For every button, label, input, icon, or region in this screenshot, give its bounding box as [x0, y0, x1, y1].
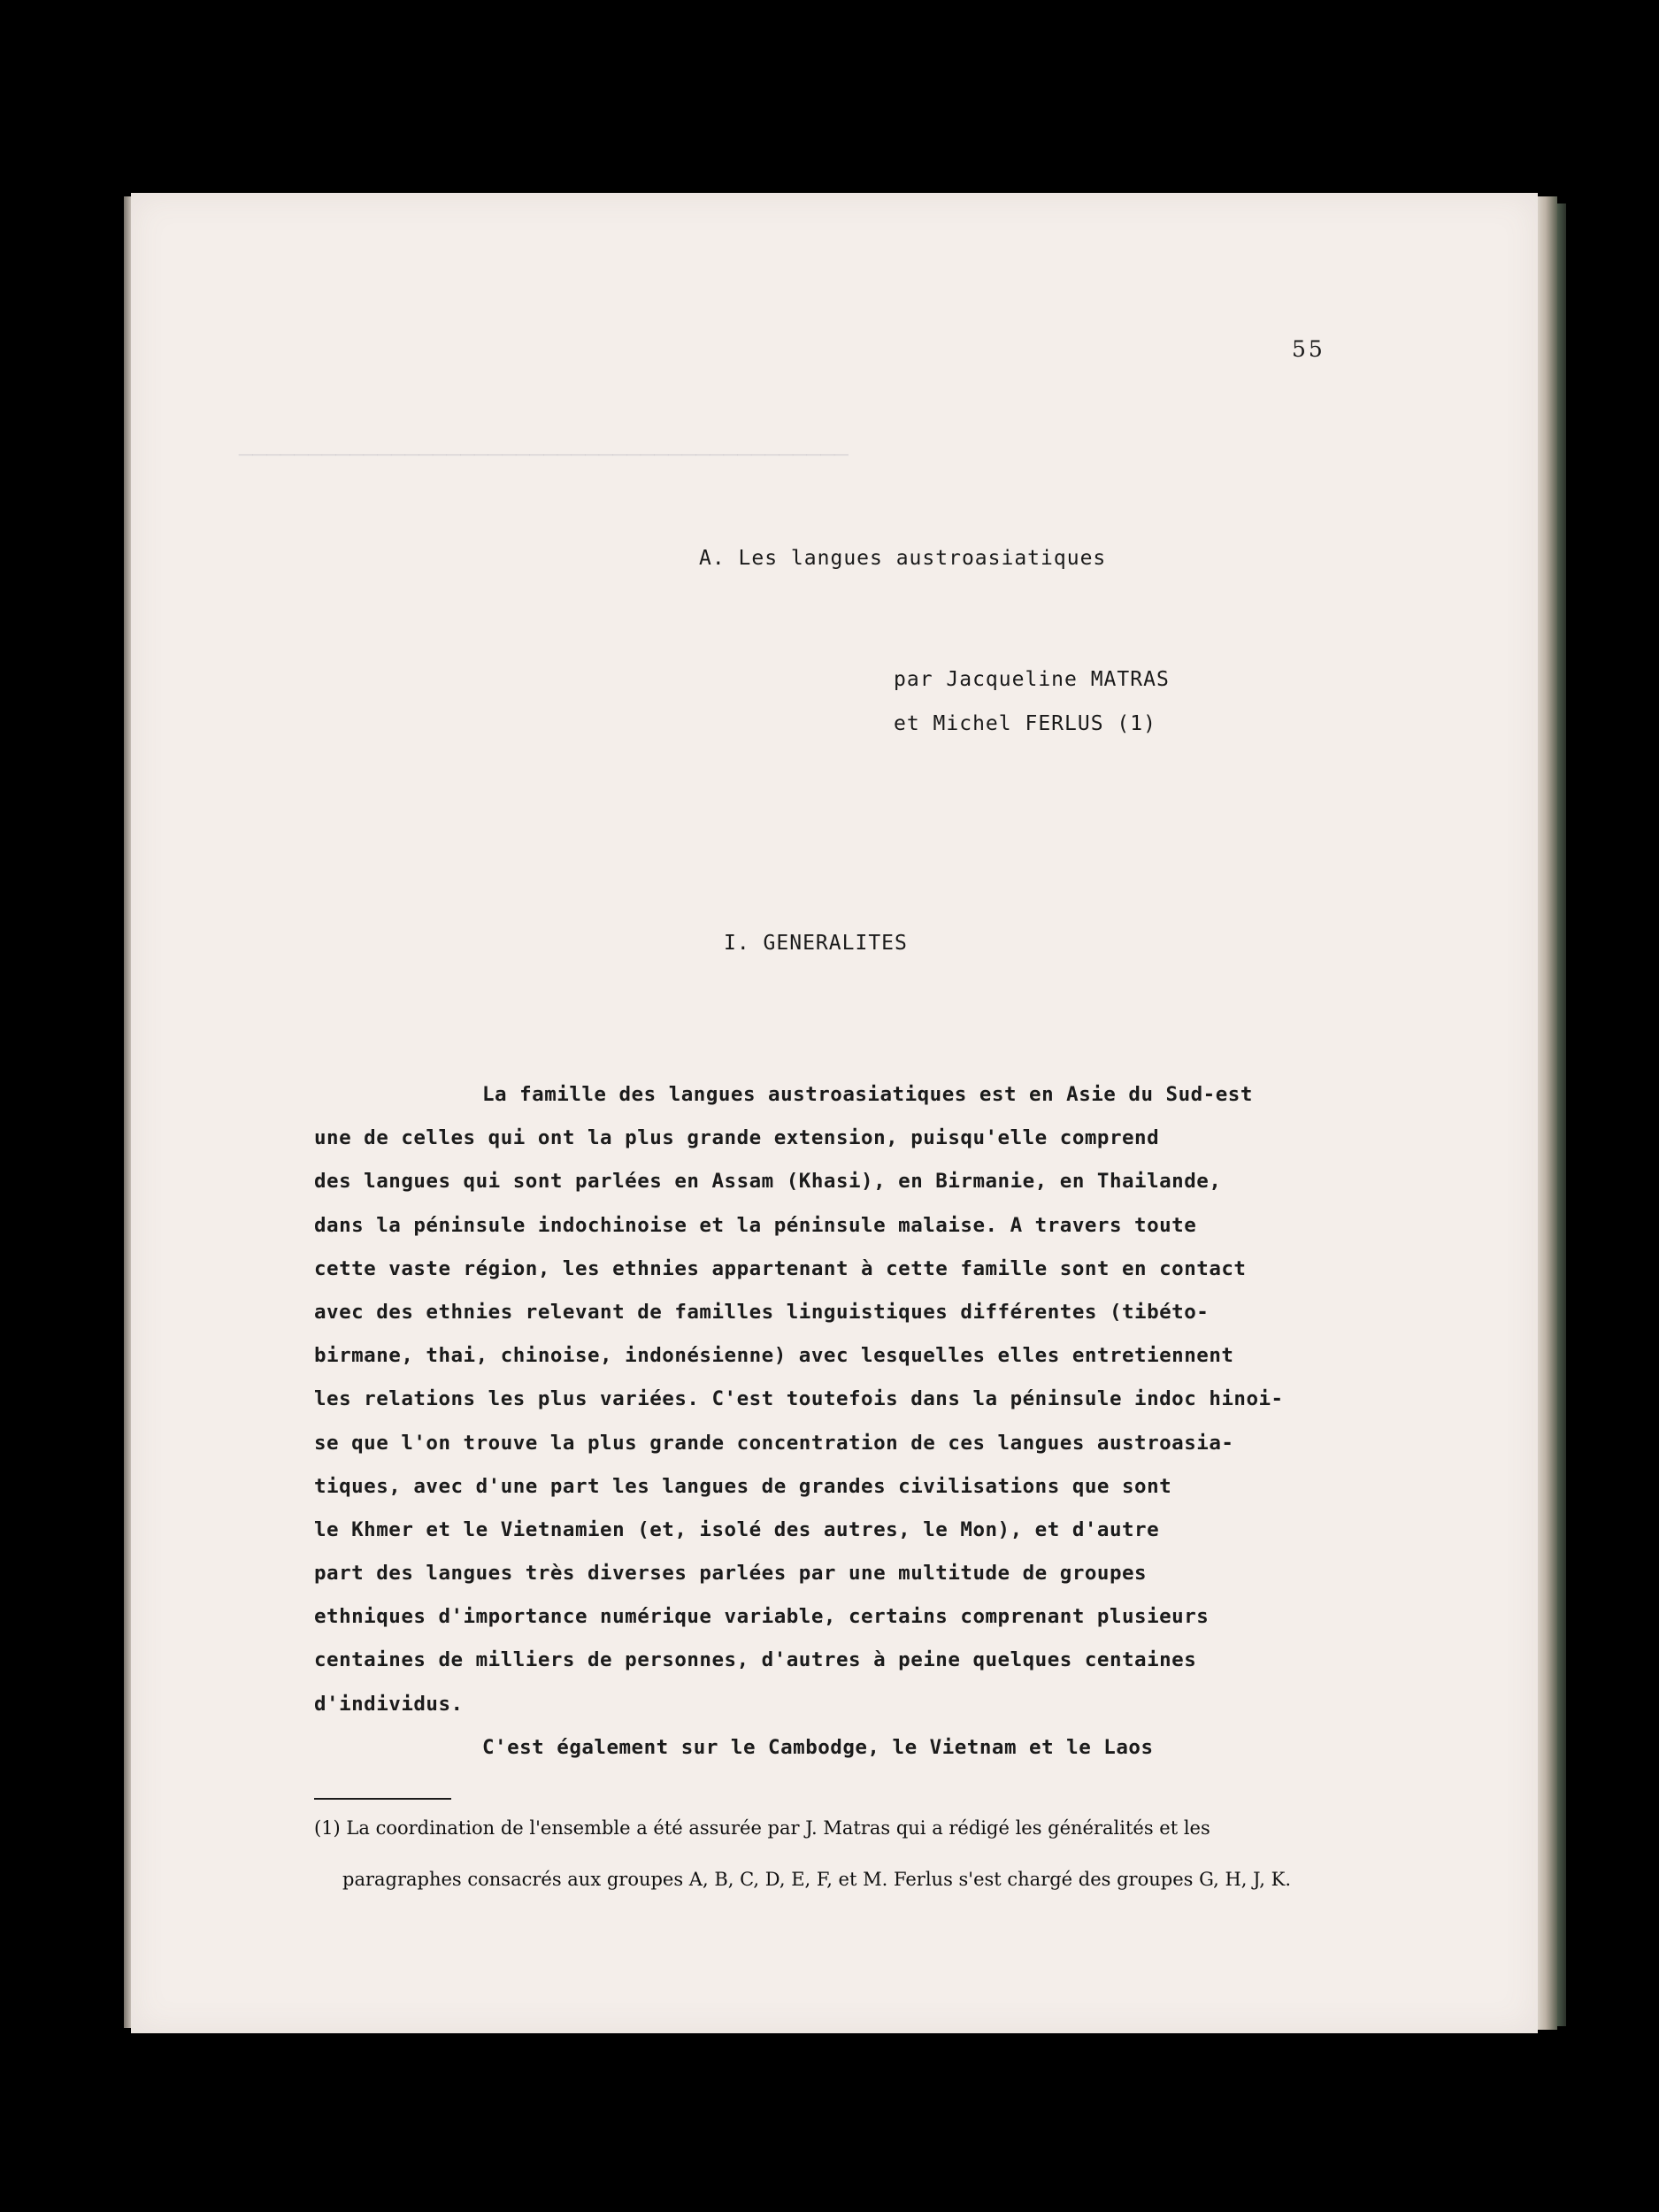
- page-number: 55: [1292, 336, 1325, 362]
- body-line: birmane, thai, chinoise, indonésienne) avec lesquelles elles entretiennent: [314, 1344, 1234, 1368]
- section-heading: I. GENERALITES: [724, 932, 908, 955]
- body-line: La famille des langues austroasiatiques est en Asie du Sud-est: [482, 1083, 1253, 1106]
- body-line: avec des ethnies relevant de familles linguistiques différentes (tibéto-: [314, 1300, 1210, 1324]
- author-line-1: par Jacqueline MATRAS: [894, 668, 1170, 691]
- body-line: des langues qui sont parlées en Assam (Khasi), en Birmanie, en Thailande,: [314, 1170, 1222, 1194]
- body-paragraphs: [314, 1073, 1367, 1770]
- body-line: dans la péninsule indochinoise et la péninsule malaise. A travers toute: [314, 1213, 1197, 1237]
- chapter-title: A. Les langues austroasiatiques: [699, 547, 1107, 570]
- footnote-line-2: paragraphes consacrés aux groupes A, B, C, D, E, F, et M. Ferlus s'est chargé des groupes G, H, J, K.: [342, 1869, 1292, 1890]
- body-line: centaines de milliers de personnes, d'autres à peine quelques centaines: [314, 1648, 1197, 1672]
- body-line: part des langues très diverses parlées par une multitude de groupes: [314, 1562, 1148, 1586]
- footnote-line-1: (1) La coordination de l'ensemble a été assurée par J. Matras qui a rédigé les généralités et les: [314, 1817, 1210, 1839]
- bleed-through-texture: ────────────────────────────────────────────: [239, 442, 849, 469]
- body-line: le Khmer et le Vietnamien (et, isolé des autres, le Mon), et d'autre: [314, 1517, 1160, 1541]
- body-line: ethniques d'importance numérique variable, certains comprenant plusieurs: [314, 1605, 1210, 1629]
- body-line: C'est également sur le Cambodge, le Vietnam et le Laos: [482, 1735, 1154, 1759]
- body-line: d'individus.: [314, 1692, 464, 1716]
- footnote-divider: [314, 1798, 451, 1800]
- body-line: une de celles qui ont la plus grande extension, puisqu'elle comprend: [314, 1126, 1160, 1150]
- footnote: [314, 1814, 1376, 1916]
- body-line: les relations les plus variées. C'est toutefois dans la péninsule indoc hinoi-: [314, 1387, 1284, 1411]
- body-line: se que l'on trouve la plus grande concentration de ces langues austroasia-: [314, 1431, 1234, 1455]
- body-line: cette vaste région, les ethnies appartenant à cette famille sont en contact: [314, 1256, 1247, 1280]
- author-line-2: et Michel FERLUS (1): [894, 712, 1156, 735]
- book-cover-edge: [1557, 204, 1566, 2026]
- body-line: tiques, avec d'une part les langues de grandes civilisations que sont: [314, 1474, 1172, 1498]
- page-stack-edge: [1538, 196, 1557, 2030]
